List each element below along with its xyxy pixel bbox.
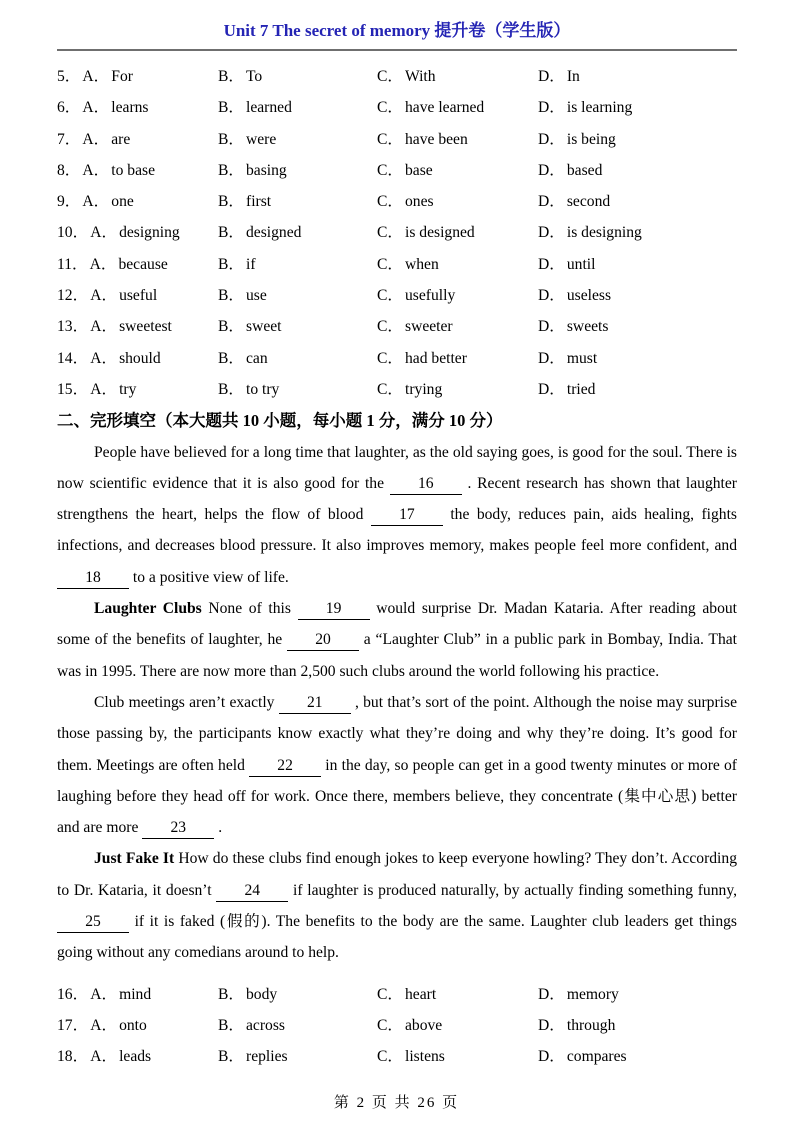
option-letter: A．	[89, 255, 117, 273]
option-letter: C．	[377, 380, 403, 398]
option-text: designed	[246, 224, 302, 242]
option-letter: B．	[218, 224, 244, 242]
question-row	[57, 124, 737, 155]
option-letter: B．	[218, 68, 244, 85]
question-option-b	[218, 155, 377, 186]
header-divider	[57, 49, 737, 51]
option-letter: C．	[377, 255, 403, 273]
option-text: can	[246, 349, 268, 367]
option-text: leads	[119, 1048, 152, 1066]
option-text: until	[566, 255, 596, 273]
option-letter: D．	[538, 1016, 565, 1034]
option-letter: C．	[377, 68, 403, 85]
option-text: mind	[119, 985, 152, 1003]
question-option-c	[377, 374, 538, 405]
option-letter: A．	[90, 224, 118, 242]
option-letter: A．	[90, 349, 118, 367]
question-number: 10．	[57, 224, 89, 242]
question-option-b	[218, 374, 377, 405]
option-letter: A．	[90, 985, 118, 1003]
question-list-bottom	[57, 979, 737, 1073]
question-number: 5．	[57, 68, 81, 85]
paragraph-text: if laughter is produced naturally, by actually finding something funny,	[288, 881, 738, 899]
option-text: try	[119, 380, 137, 398]
option-letter: D．	[538, 224, 565, 242]
option-letter: B．	[218, 1048, 244, 1066]
option-text: tried	[566, 380, 596, 398]
option-letter: C．	[377, 1016, 403, 1034]
question-option-a	[57, 374, 218, 405]
option-text: body	[246, 985, 278, 1003]
question-option-c	[377, 1010, 538, 1041]
option-text: should	[119, 349, 161, 367]
cloze-blank-24: 24	[216, 881, 288, 902]
option-letter: D．	[538, 380, 565, 398]
question-option-d	[538, 343, 737, 374]
question-option-d	[538, 311, 737, 342]
question-option-c	[377, 217, 538, 248]
option-letter: D．	[538, 99, 565, 117]
option-letter: B．	[218, 380, 244, 398]
option-letter: C．	[377, 318, 403, 336]
cloze-blank-21: 21	[279, 693, 351, 714]
paragraph-text: in the day, so people can get in a good twenty minutes or more of laughing before they head off for work. Once there, members believe, they concentrate (集中心思) better and are more	[57, 756, 738, 837]
question-row	[57, 1041, 737, 1072]
option-text: if	[246, 255, 256, 273]
option-letter: B．	[218, 287, 244, 305]
option-text: have been	[405, 130, 468, 148]
option-letter: A．	[90, 287, 118, 305]
question-option-d	[538, 280, 737, 311]
option-text: replies	[246, 1048, 288, 1066]
question-number: 13．	[57, 318, 89, 336]
option-letter: D．	[538, 193, 565, 211]
option-letter: A．	[82, 130, 110, 148]
option-text: onto	[119, 1016, 147, 1034]
paragraph-text: How do these clubs find enough jokes to keep everyone howling? They don’t. According to Dr. Kataria, it doesn’t	[57, 850, 737, 899]
option-text: to base	[111, 161, 156, 179]
passage-paragraph	[57, 843, 737, 968]
option-letter: C．	[377, 99, 403, 117]
option-text: are	[111, 130, 131, 148]
question-number: 16．	[57, 985, 89, 1003]
option-letter: B．	[218, 985, 244, 1003]
option-letter: D．	[538, 985, 565, 1003]
paragraph-text: the body, reduces pain, aids healing, fights infections, and decreases blood pressure. It also improves memory, makes people feel more confident, and	[57, 506, 738, 555]
question-row	[57, 155, 737, 186]
question-option-c	[377, 979, 538, 1010]
question-row	[57, 311, 737, 342]
paragraph-text: if it is faked (假的). The benefits to the body are the same. Laughter club leaders get things going without any comedians around to help.	[57, 913, 737, 962]
question-option-c	[377, 311, 538, 342]
option-letter: D．	[538, 130, 565, 148]
option-letter: B．	[218, 318, 244, 336]
question-option-d	[538, 124, 737, 155]
option-text: trying	[405, 380, 443, 398]
option-text: designing	[119, 224, 180, 242]
question-number: 17．	[57, 1016, 89, 1034]
option-text: had better	[405, 349, 467, 367]
question-option-a	[57, 217, 218, 248]
option-letter: D．	[538, 318, 565, 336]
question-option-a	[57, 155, 218, 186]
page-number: 第 2 页 共 26 页	[333, 1095, 460, 1111]
question-option-b	[218, 311, 377, 342]
question-option-b	[218, 1010, 377, 1041]
option-text: sweeter	[405, 318, 453, 336]
option-text: sweetest	[119, 318, 172, 336]
paragraph-text: None of this	[201, 600, 298, 618]
document-page	[0, 20, 793, 1073]
option-letter: C．	[377, 985, 403, 1003]
option-text: For	[111, 68, 133, 85]
option-text: to try	[246, 380, 280, 398]
passage-paragraph	[57, 687, 737, 843]
option-text: based	[566, 161, 603, 179]
paragraph-text: . Recent research has shown that laughter strengthens the heart, helps the flow of blood	[57, 474, 737, 524]
option-letter: A．	[82, 161, 110, 179]
question-option-a	[57, 61, 218, 92]
option-letter: B．	[218, 1016, 244, 1034]
question-option-d	[538, 374, 737, 405]
cloze-blank-22: 22	[249, 756, 321, 777]
option-letter: C．	[377, 287, 403, 305]
option-text: use	[246, 287, 267, 305]
option-text: compares	[566, 1048, 627, 1066]
question-option-c	[377, 61, 538, 92]
question-option-a	[57, 92, 218, 123]
question-option-a	[57, 311, 218, 342]
question-option-c	[377, 186, 538, 217]
paragraph-text: would surprise Dr. Madan Kataria. After reading about some of the benefits of laughter, he	[57, 600, 737, 649]
option-text: when	[405, 255, 439, 273]
option-text: one	[111, 193, 134, 211]
question-option-a	[57, 343, 218, 374]
question-number: 8．	[57, 161, 81, 179]
question-row	[57, 61, 737, 92]
paragraph-text: .	[214, 819, 223, 837]
question-option-b	[218, 1041, 377, 1072]
cloze-blank-23: 23	[142, 818, 214, 839]
option-text: is being	[566, 130, 616, 148]
option-text: useful	[119, 287, 158, 305]
question-option-c	[377, 249, 538, 280]
question-row	[57, 343, 737, 374]
option-letter: C．	[377, 349, 403, 367]
option-letter: A．	[82, 68, 110, 85]
question-list-top	[57, 61, 737, 405]
option-text: memory	[566, 985, 619, 1003]
question-option-b	[218, 979, 377, 1010]
option-letter: D．	[538, 287, 565, 305]
question-option-b	[218, 280, 377, 311]
option-letter: C．	[377, 193, 403, 211]
cloze-blank-20: 20	[287, 630, 359, 651]
passage-paragraph	[57, 437, 737, 593]
question-number: 9．	[57, 193, 81, 211]
cloze-blank-25: 25	[57, 912, 129, 933]
question-row	[57, 92, 737, 123]
paragraph-text: , but that’s sort of the point. Although the noise may surprise those passing by, the participants know exactly what they’re doing and why they’re doing. It’s good for them. Meetings are often held	[57, 693, 737, 774]
question-row	[57, 217, 737, 248]
cloze-blank-16: 16	[390, 474, 462, 495]
paragraph-lead: Laughter Clubs	[94, 600, 202, 618]
question-option-b	[218, 343, 377, 374]
option-text: In	[566, 68, 580, 85]
question-option-a	[57, 1041, 218, 1072]
question-option-d	[538, 249, 737, 280]
question-number: 11．	[57, 255, 88, 273]
paragraph-text: People have believed for a long time that laughter, as the old saying goes, is good for the soul. There is now scientific evidence that it is also good for the	[57, 443, 737, 492]
question-row	[57, 249, 737, 280]
question-option-d	[538, 186, 737, 217]
option-letter: A．	[82, 193, 110, 211]
question-option-a	[57, 124, 218, 155]
option-text: useless	[566, 287, 612, 305]
option-text: ones	[405, 193, 434, 211]
option-letter: C．	[377, 1048, 403, 1066]
option-text: were	[246, 130, 277, 148]
question-option-d	[538, 61, 737, 92]
option-letter: A．	[90, 380, 118, 398]
question-option-a	[57, 1010, 218, 1041]
option-letter: B．	[218, 99, 244, 117]
question-option-d	[538, 155, 737, 186]
option-text: must	[566, 349, 598, 367]
option-text: heart	[405, 985, 437, 1003]
option-text: To	[246, 68, 263, 85]
question-option-a	[57, 280, 218, 311]
question-option-a	[57, 186, 218, 217]
question-option-c	[377, 155, 538, 186]
option-letter: D．	[538, 161, 565, 179]
option-letter: A．	[90, 1016, 118, 1034]
question-row	[57, 1010, 737, 1041]
question-option-c	[377, 343, 538, 374]
question-option-b	[218, 186, 377, 217]
question-option-d	[538, 1041, 737, 1072]
question-number: 12．	[57, 287, 89, 305]
option-text: usefully	[405, 287, 456, 305]
option-text: across	[246, 1016, 285, 1034]
question-option-b	[218, 217, 377, 248]
option-text: learns	[111, 99, 149, 117]
question-number: 6．	[57, 99, 81, 117]
option-letter: D．	[538, 349, 565, 367]
option-text: is designed	[405, 224, 475, 242]
question-number: 18．	[57, 1048, 89, 1066]
option-text: With	[405, 68, 436, 85]
question-option-a	[57, 979, 218, 1010]
option-letter: B．	[218, 349, 244, 367]
question-row	[57, 186, 737, 217]
option-letter: A．	[90, 1048, 118, 1066]
question-option-b	[218, 61, 377, 92]
option-text: is learning	[566, 99, 633, 117]
option-letter: D．	[538, 255, 565, 273]
option-text: second	[566, 193, 611, 211]
question-number: 14．	[57, 349, 89, 367]
cloze-passage	[57, 437, 737, 969]
option-text: have learned	[405, 99, 485, 117]
question-number: 15．	[57, 380, 89, 398]
option-letter: D．	[538, 68, 565, 85]
option-text: basing	[246, 161, 287, 179]
question-row	[57, 374, 737, 405]
question-row	[57, 280, 737, 311]
section-heading: 二、完形填空（本大题共 10 小题，每小题 1 分，满分 10 分）	[57, 411, 503, 431]
option-text: sweets	[566, 318, 609, 336]
question-option-b	[218, 92, 377, 123]
question-option-c	[377, 92, 538, 123]
option-text: base	[405, 161, 433, 179]
option-text: sweet	[246, 318, 282, 336]
paragraph-text: to a positive view of life.	[129, 568, 289, 586]
option-text: above	[405, 1016, 443, 1034]
option-letter: A．	[90, 318, 118, 336]
option-letter: C．	[377, 161, 403, 179]
question-option-b	[218, 249, 377, 280]
question-option-c	[377, 1041, 538, 1072]
option-letter: D．	[538, 1048, 565, 1066]
question-option-a	[57, 249, 218, 280]
question-option-d	[538, 979, 737, 1010]
option-letter: C．	[377, 224, 403, 242]
paragraph-text: Club meetings aren’t exactly	[94, 693, 279, 711]
option-text: listens	[405, 1048, 445, 1066]
question-option-d	[538, 217, 737, 248]
option-letter: B．	[218, 161, 244, 179]
option-text: first	[246, 193, 272, 211]
question-row	[57, 979, 737, 1010]
option-letter: B．	[218, 255, 244, 273]
cloze-blank-17: 17	[371, 505, 443, 526]
question-option-d	[538, 92, 737, 123]
question-option-c	[377, 280, 538, 311]
passage-paragraph	[57, 593, 737, 687]
cloze-blank-19: 19	[298, 599, 370, 620]
page-title: Unit 7 The secret of memory 提升卷（学生版）	[223, 21, 571, 40]
option-text: through	[566, 1016, 616, 1034]
question-option-d	[538, 1010, 737, 1041]
option-letter: C．	[377, 130, 403, 148]
question-option-c	[377, 124, 538, 155]
option-text: because	[118, 255, 168, 273]
paragraph-lead: Just Fake It	[94, 850, 175, 868]
cloze-blank-18: 18	[57, 568, 129, 589]
option-text: is designing	[566, 224, 642, 242]
question-option-b	[218, 124, 377, 155]
option-letter: A．	[82, 99, 110, 117]
option-text: learned	[246, 99, 292, 117]
paragraph-text: a “Laughter Club” in a public park in Bombay, India. That was in 1995. There are now more than 2,500 such clubs around the world following his practice.	[57, 631, 737, 680]
option-letter: B．	[218, 130, 244, 148]
question-number: 7．	[57, 130, 81, 148]
option-letter: B．	[218, 193, 244, 211]
